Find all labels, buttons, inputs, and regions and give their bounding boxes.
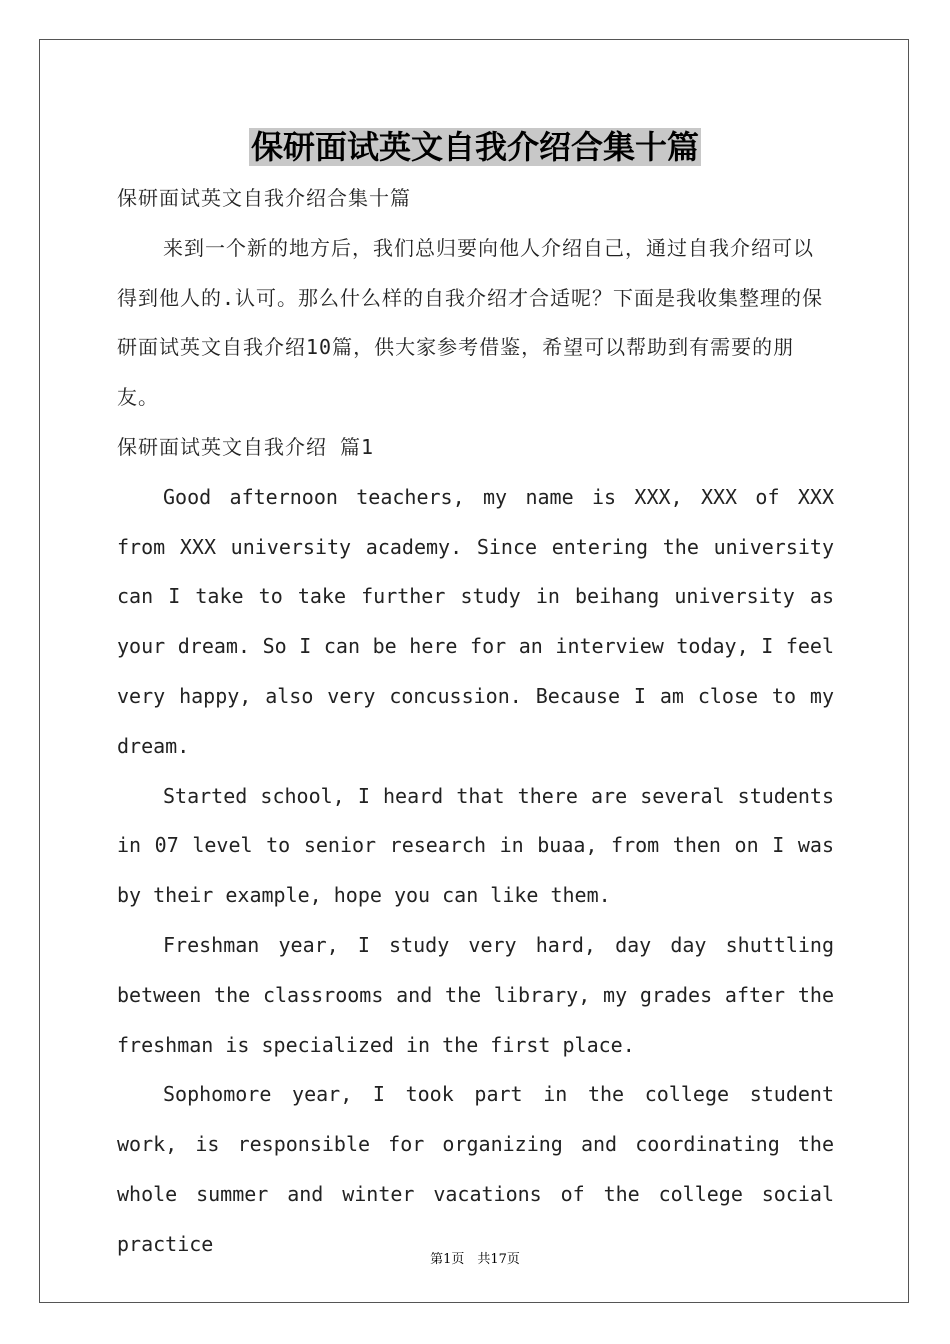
document-subtitle: 保研面试英文自我介绍合集十篇 [117, 186, 411, 210]
intro-paragraph: 来到一个新的地方后，我们总归要向他人介绍自己，通过自我介绍可以得到他人的.认可。那么什么样的自我介绍才合适呢？下面是我收集整理的保研面试英文自我介绍10篇，供大家参考借鉴，希望可以帮助到有需要的朋友。 [117, 235, 824, 410]
body-paragraph: Sophomore year, I took part in the college student work, is responsible for organizing and coordinating the whole summer and winter vacations of the college social practice [117, 1082, 834, 1256]
section-heading: 保研面试英文自我介绍 篇1 [117, 434, 375, 459]
document-title [0, 124, 950, 170]
body-paragraph: Freshman year, I study very hard, day day shuttling between the classrooms and the library, my grades after the freshman is specialized in the first place. [117, 932, 834, 1057]
body-paragraph: Started school, I heard that there are several students in 07 level to senior research in buaa, from then on I was by their example, hope you can like them. [117, 783, 834, 908]
document-title-text: 保研面试英文自我介绍合集十篇 [250, 128, 699, 166]
document-body [117, 174, 834, 1270]
page-footer: 第1页 共17页 [430, 1252, 520, 1267]
body-paragraph: Good afternoon teachers, my name is XXX, XXX of XXX from XXX university academy. Since entering the university can I take to take further study in beihang university as your dream. So I can be here for an interview today, I feel very happy, also very concussion. Because I am close to my dream. [117, 484, 834, 758]
